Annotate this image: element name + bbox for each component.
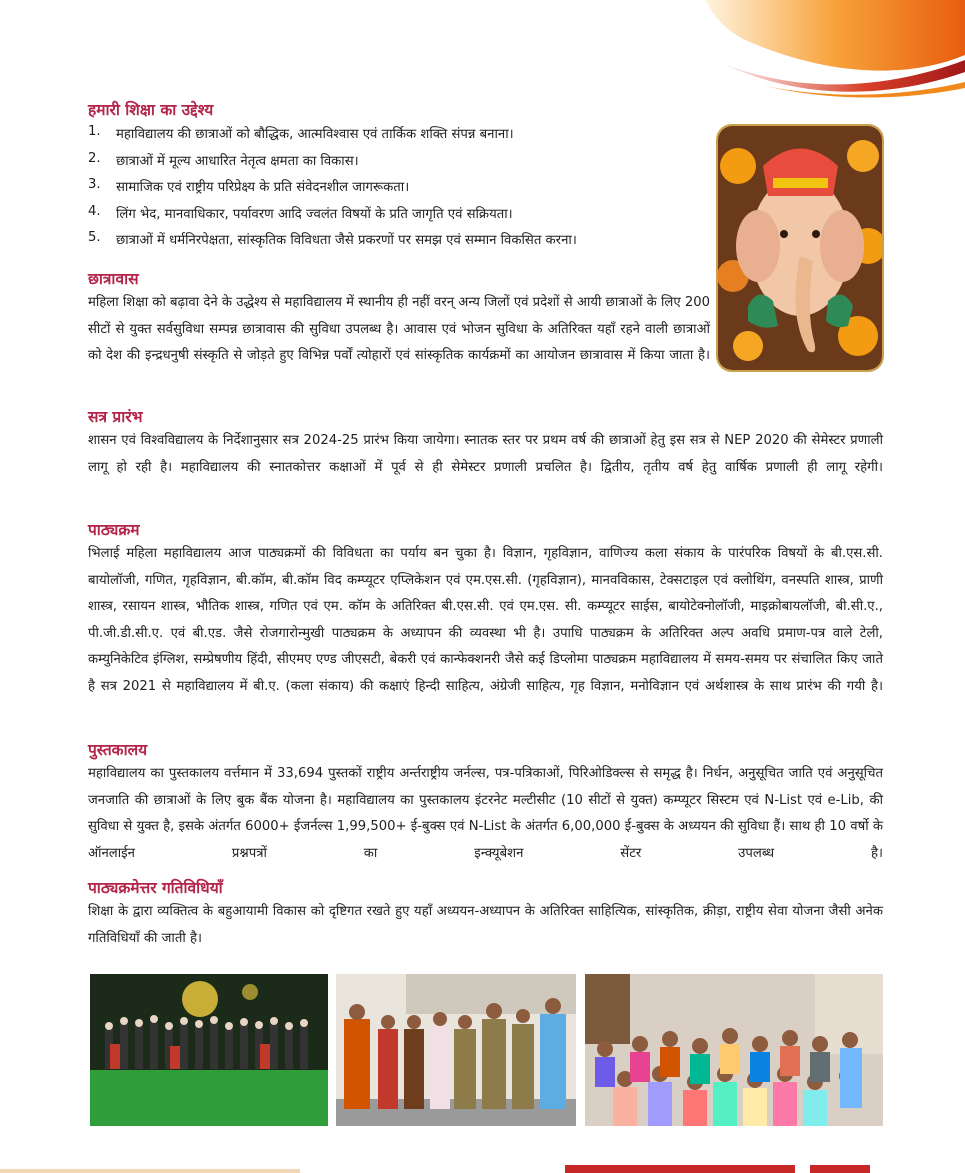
activities-heading: पाठ्यक्रमेत्तर गतिविधियाँ [88,879,223,897]
list-item: 4. लिंग भेद, मानवाधिकार, पर्यावरण आदि ज्वलंत विषयों के प्रति जागृति एवं सक्रियता। [88,203,513,222]
decorative-swoosh [705,0,965,100]
session-heading: सत्र प्रारंभ [88,408,143,426]
event-photo-group [585,974,883,1126]
hostel-paragraph: महिला शिक्षा को बढ़ावा देने के उद्धेश्य से महाविद्यालय में स्थानीय ही नहीं वरन् अन्य जिलों एवं प्रदेशों से आयी छात्राओं के लिए 200 सीटों से युक्त सर्वसुविधा सम्पन्न छात्रावास की सुविधा उपलब्ध है। आवास एवं भोजन सुविधा के अतिरिक्त यहाँ रहने वाली छात्राओं को देश की इन्द्रधनुषी संस्कृति से जोड़ते हुए विभिन्न पर्वों त्योहारों एवं सांस्कृतिक कार्यक्रमों का आयोजन छात्रावास में किया जाता है। [88,295,710,363]
ganesha-photo [716,124,884,372]
event-photo-police [336,974,576,1126]
objectives-list [88,124,708,257]
list-item: 5. छात्राओं में धर्मनिरपेक्षता, सांस्कृतिक विविधता जैसे प्रकरणों पर समझ एवं सम्मान विकसित करना। [88,230,577,248]
session-paragraph: शासन एवं विश्वविद्यालय के निर्देशानुसार सत्र 2024-25 प्रारंभ किया जायेगा। स्नातक स्तर पर प्रथम वर्ष की छात्राओं हेतु इस सत्र से NEP 2020 की सेमेस्टर प्रणाली लागू हो रही है। महाविद्यालय की स्नातकोत्तर कक्षाओं में पूर्व से ही सेमेस्टर प्रणाली प्रचलित है। द्वितीय, तृतीय वर्ष हेतु वार्षिक प्रणाली ही लागू रहेगी। [88,433,883,475]
bottom-decoration [0,1165,965,1173]
library-heading: पुस्तकालय [88,741,148,759]
library-paragraph: महाविद्यालय का पुस्तकालय वर्त्तमान में 33,694 पुस्तकों राष्ट्रीय अर्न्तराष्ट्रीय जर्नल्स, पत्र-पत्रिकाओं, पिरिओडिक्ल्स से समृद्ध है। निर्धन, अनुसूचित जाति एवं अनुसूचित जनजाति की छात्राओं के लिए बुक बैंक योजना है। महाविद्यालय का पुस्तकालय इंटरनेट मल्टीसीट (10 सीटों से युक्त) कम्प्यूटर सिस्टम एवं N-List एवं e-Lib, की सुविधा से युक्त है, इसके अंतर्गत 6000+ ईजर्नल्स 1,99,500+ ई-बुक्स एवं N-List के अंतर्गत 6,00,000 ई-बुक्स के अध्ययन की सुविधा हैं। साथ ही 10 वर्षो के ऑनलाईन प्रश्नपत्रों का इन्क्यूबेशन सेंटर उपलब्ध है। [88,766,883,861]
activities-paragraph: शिक्षा के द्वारा व्यक्तित्व के बहुआयामी विकास को दृष्टिगत रखते हुए यहाँ अध्ययन-अध्यापन के अतिरिक्त साहित्यिक, सांस्कृतिक, क्रीड़ा, राष्ट्रीय सेवा योजना जैसी अनेक गतिविधियाँ की जाती है। [88,904,883,946]
curriculum-paragraph: भिलाई महिला महाविद्यालय आज पाठ्यक्रमों की विविधता का पर्याय बन चुका है। विज्ञान, गृहविज्ञान, वाणिज्य कला संकाय के पारंपरिक विषयों के बी.एस.सी. बायोलॉजी, गणित, गृहविज्ञान, बी.कॉम, बी.कॉम विद कम्प्यूटर एप्लिकेशन एवं एम.एस.सी. (गृहविज्ञान), मानवविकास, टेक्सटाइल एवं क्लोथिंग, वनस्पति शास्त्र, प्राणी शास्त्र, रसायन शास्त्र, भौतिक शास्त्र, गणित एवं एम. कॉम के अतिरिक्त बी.एस.सी. एवं एम.एस. सी. कम्प्यूटर साईस, बायोटेक्नोलॉजी, माइक्रोबायलॉजी, बी.सी.ए., पी.जी.डी.सी.ए. एवं बी.एड. जैसे रोजगारोन्मुखी पाठ्यक्रम के अध्यापन की व्यवस्था भी है। उपाधि पाठ्यक्रम के अतिरिक्त अल्प अवधि प्रमाण-पत्र वाले टेली, कम्युनिकेटिव इंग्लिश, सम्प्रेषणीय हिंदी, सीएमए एण्ड जीएसटी, बेकरी एवं कान्फेक्शनरी जैसे कई डिप्लोमा पाठ्यक्रम महाविद्यालय में समय-समय पर संचालित किए जाते है सत्र 2021 से महाविद्यालय में बी.ए. (कला संकाय) की कक्षाएं हिन्दी साहित्य, अंग्रेजी साहित्य, गृह विज्ञान, मनोविज्ञान एवं अर्थशास्त्र के साथ प्रारंभ की गयी है। [88,546,883,694]
objectives-heading: हमारी शिक्षा का उद्देश्य [88,101,214,119]
list-item: 2. छात्राओं में मूल्य आधारित नेतृत्व क्षमता का विकास। [88,150,359,169]
list-item: 1. महाविद्यालय की छात्राओं को बौद्धिक, आत्मविश्वास एवं तार्किक शक्ति संपन्न बनाना। [88,124,514,142]
hostel-heading: छात्रावास [88,270,139,288]
curriculum-heading: पाठ्यक्रम [88,521,140,539]
event-photo-stage [90,974,328,1126]
list-item: 3. सामाजिक एवं राष्ट्रीय परिप्रेक्ष्य के प्रति संवेदनशील जागरूकता। [88,177,410,195]
